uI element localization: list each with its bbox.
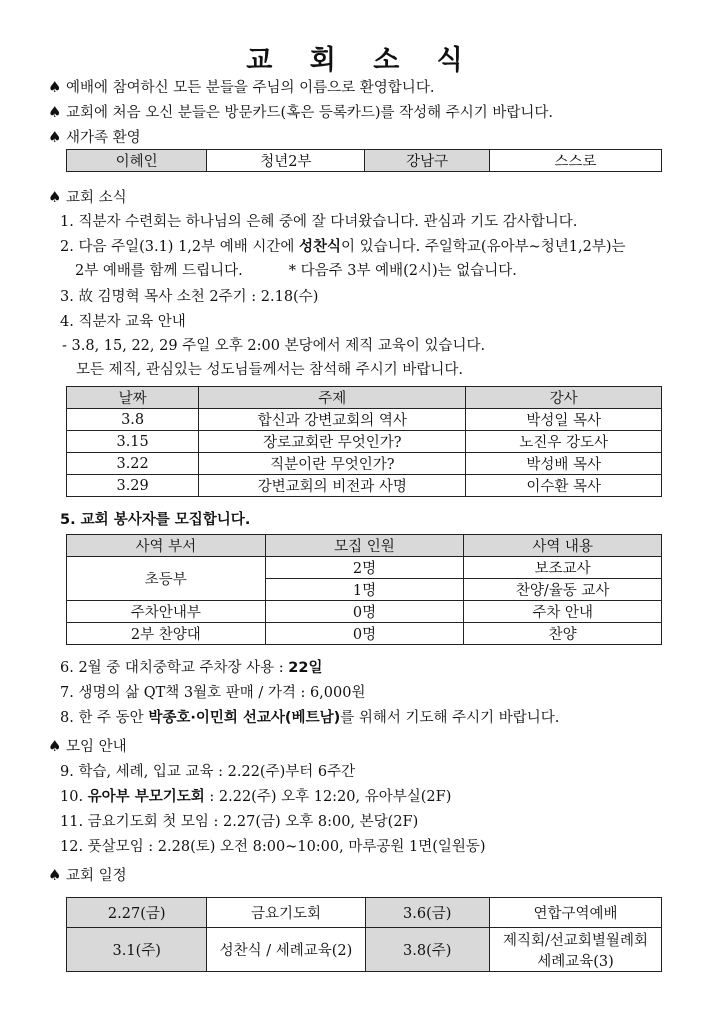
news-item-5-text: 5. 교회 봉사자를 모집합니다. bbox=[60, 512, 251, 528]
news-item-4-detail-1: - 3.8, 15, 22, 29 주일 오후 2:00 본당에서 제직 교육이 있습니다. bbox=[62, 338, 486, 354]
spade-icon: ♠ bbox=[48, 78, 62, 96]
schedule-date: 3.6(금) bbox=[365, 898, 489, 928]
welcome-line-2 bbox=[48, 101, 553, 122]
meeting-item-10-highlight: 유아부 부모기도회 bbox=[87, 789, 205, 805]
news-item-2-text-a: 2. 다음 주일(3.1) 1,2부 예배 시간에 bbox=[60, 239, 299, 255]
news-item-4-detail-2: 모든 제직, 관심있는 성도님들께서는 참석해 주시기 바랍니다. bbox=[76, 362, 464, 378]
newcomer-name: 이혜인 bbox=[67, 150, 207, 172]
welcome-line-1 bbox=[48, 76, 434, 97]
schedule-event: 성찬식 / 세례교육(2) bbox=[207, 928, 365, 972]
news-item-8-highlight: 박종호·이민희 선교사(베트남) bbox=[148, 710, 341, 726]
news-item-2-note: * 다음주 3부 예배(2시)는 없습니다. bbox=[288, 263, 517, 279]
news-item-2-text-d: 2부 예배를 함께 드립니다. bbox=[75, 263, 243, 279]
schedule-event-line-2: 세례교육(3) bbox=[537, 953, 614, 970]
schedule-table bbox=[66, 897, 662, 972]
education-row-topic: 강변교회의 비전과 사명 bbox=[199, 475, 466, 497]
volunteer-role: 보조교사 bbox=[464, 557, 662, 579]
newcomer-area: 강남구 bbox=[365, 150, 489, 172]
volunteer-header-dept: 사역 부서 bbox=[67, 535, 266, 557]
education-row-speaker: 노진우 강도사 bbox=[466, 431, 662, 453]
spade-icon: ♠ bbox=[48, 866, 62, 884]
education-row-topic: 장로교회란 무엇인가? bbox=[199, 431, 466, 453]
volunteer-dept: 초등부 bbox=[67, 557, 266, 601]
volunteer-role: 주차 안내 bbox=[464, 601, 662, 623]
news-item-2-text-c: 이 있습니다. 주일학교(유아부~청년1,2부)는 bbox=[341, 239, 626, 255]
page-title: 교 회 소 식 bbox=[246, 45, 477, 76]
volunteer-count: 0명 bbox=[265, 623, 464, 645]
news-item-8 bbox=[60, 706, 559, 727]
meeting-item-10 bbox=[60, 785, 451, 806]
volunteer-role: 찬양 bbox=[464, 623, 662, 645]
meeting-item-12: 12. 풋살모임 : 2.28(토) 오전 8:00~10:00, 마루공원 1면(일원동) bbox=[60, 839, 486, 855]
newcomer-table bbox=[66, 149, 662, 172]
news-item-5 bbox=[60, 508, 250, 529]
news-item-2-line2 bbox=[75, 259, 517, 280]
education-header-speaker: 강사 bbox=[466, 387, 662, 409]
spade-icon: ♠ bbox=[48, 128, 62, 146]
spade-icon: ♠ bbox=[48, 737, 62, 755]
schedule-date: 3.8(주) bbox=[365, 928, 489, 972]
welcome-text-1: 예배에 참여하신 모든 분들을 주님의 이름으로 환영합니다. bbox=[66, 80, 435, 96]
volunteer-header-count: 모집 인원 bbox=[265, 535, 464, 557]
newcomer-reason: 스스로 bbox=[489, 150, 661, 172]
news-heading bbox=[48, 186, 127, 207]
schedule-event: 연합구역예배 bbox=[489, 898, 661, 928]
newcomers-heading-text: 새가족 환영 bbox=[66, 130, 141, 146]
spade-icon: ♠ bbox=[48, 188, 62, 206]
welcome-text-2: 교회에 처음 오신 분들은 방문카드(혹은 등록카드)를 작성해 주시기 바랍니다. bbox=[66, 105, 554, 121]
newcomers-heading bbox=[48, 126, 141, 147]
spade-icon: ♠ bbox=[48, 103, 62, 121]
schedule-date: 2.27(금) bbox=[67, 898, 207, 928]
news-item-8-text-c: 를 위해서 기도해 주시기 바랍니다. bbox=[340, 710, 560, 726]
education-row-date: 3.29 bbox=[67, 475, 199, 497]
volunteer-role: 찬양/율동 교사 bbox=[464, 579, 662, 601]
volunteer-table bbox=[66, 534, 662, 645]
news-item-2 bbox=[60, 235, 626, 256]
education-row-date: 3.15 bbox=[67, 431, 199, 453]
schedule-event: 금요기도회 bbox=[207, 898, 365, 928]
education-row-topic: 합신과 강변교회의 역사 bbox=[199, 409, 466, 431]
schedule-heading bbox=[48, 864, 127, 885]
volunteer-count: 0명 bbox=[265, 601, 464, 623]
news-item-6 bbox=[60, 656, 322, 677]
schedule-event-line-1: 제직회/선교회별월례회 bbox=[503, 932, 648, 949]
news-item-2-highlight: 성찬식 bbox=[299, 239, 342, 255]
education-row-topic: 직분이란 무엇인가? bbox=[199, 453, 466, 475]
meetings-heading-text: 모임 안내 bbox=[66, 739, 127, 755]
education-row-date: 3.8 bbox=[67, 409, 199, 431]
news-item-3: 3. 故 김명혁 목사 소천 2주기 : 2.18(수) bbox=[60, 289, 319, 305]
education-row-date: 3.22 bbox=[67, 453, 199, 475]
schedule-date: 3.1(주) bbox=[67, 928, 207, 972]
news-item-6-text: 6. 2월 중 대치중학교 주차장 사용 : bbox=[60, 660, 289, 676]
volunteer-count: 2명 bbox=[265, 557, 464, 579]
schedule-event-multi bbox=[489, 928, 661, 972]
volunteer-dept: 2부 찬양대 bbox=[67, 623, 266, 645]
news-item-1: 1. 직분자 수련회는 하나님의 은혜 중에 잘 다녀왔습니다. 관심과 기도 감사합니다. bbox=[60, 214, 578, 230]
education-row-speaker: 이수환 목사 bbox=[466, 475, 662, 497]
news-heading-text: 교회 소식 bbox=[66, 190, 127, 206]
education-table bbox=[66, 386, 662, 497]
education-row-speaker: 박성배 목사 bbox=[466, 453, 662, 475]
meeting-item-9: 9. 학습, 세례, 입교 교육 : 2.22(주)부터 6주간 bbox=[60, 764, 356, 780]
meetings-heading bbox=[48, 735, 127, 756]
news-item-8-text-a: 8. 한 주 동안 bbox=[60, 710, 149, 726]
newcomer-dept: 청년2부 bbox=[207, 150, 365, 172]
volunteer-header-role: 사역 내용 bbox=[464, 535, 662, 557]
news-item-4: 4. 직분자 교육 안내 bbox=[60, 314, 186, 330]
meeting-item-11: 11. 금요기도회 첫 모임 : 2.27(금) 오후 8:00, 본당(2F) bbox=[60, 814, 419, 830]
meeting-item-10-num: 10. bbox=[60, 789, 88, 805]
schedule-heading-text: 교회 일정 bbox=[66, 868, 127, 884]
volunteer-count: 1명 bbox=[265, 579, 464, 601]
news-item-7: 7. 생명의 삶 QT책 3월호 판매 / 가격 : 6,000원 bbox=[60, 685, 366, 701]
education-header-date: 날짜 bbox=[67, 387, 199, 409]
volunteer-dept: 주차안내부 bbox=[67, 601, 266, 623]
education-row-speaker: 박성일 목사 bbox=[466, 409, 662, 431]
news-item-6-highlight: 22일 bbox=[288, 660, 323, 676]
education-header-topic: 주제 bbox=[199, 387, 466, 409]
meeting-item-10-text: : 2.22(주) 오후 12:20, 유아부실(2F) bbox=[204, 789, 452, 805]
